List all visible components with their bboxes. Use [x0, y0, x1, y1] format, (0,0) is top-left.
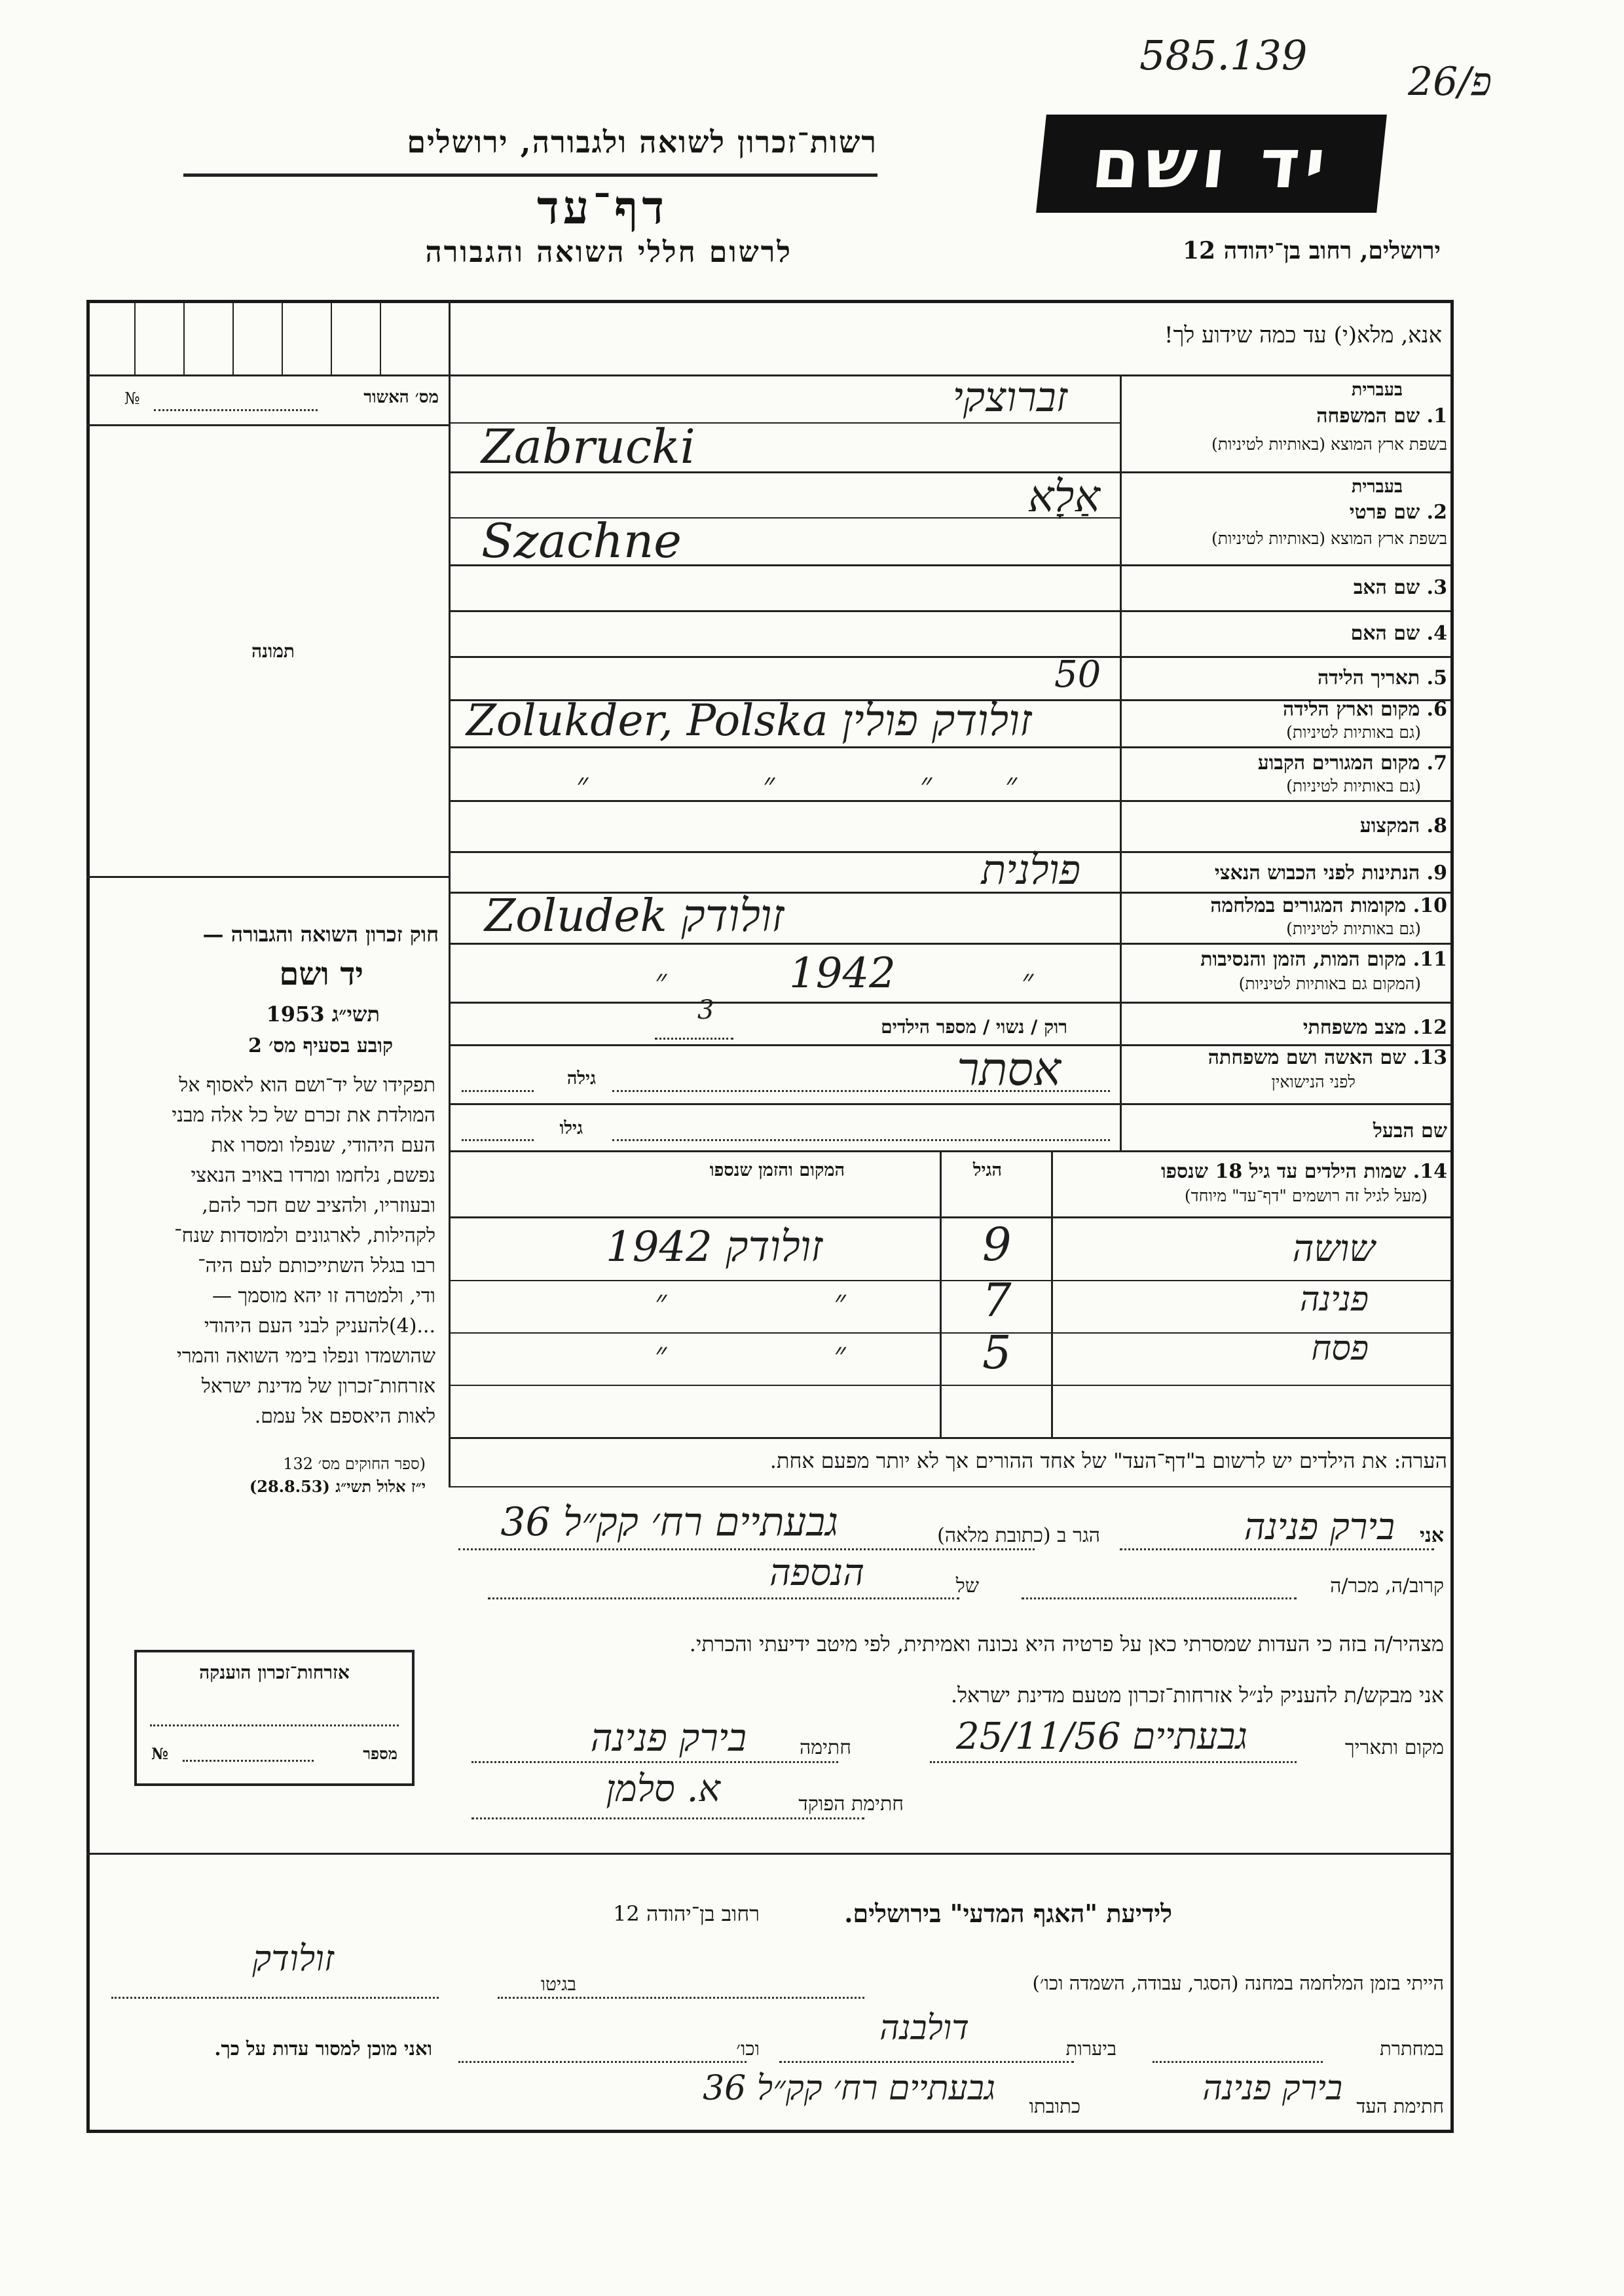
children-header-line — [449, 1216, 1450, 1218]
law-name: יד ושם — [279, 956, 363, 993]
residence-ditto-2: ״ — [763, 766, 775, 803]
label-column-divider — [1120, 374, 1122, 1150]
witness-signature-value: בירק פנינה — [1202, 2069, 1342, 2108]
law-line: המולדת את זכרם של כל אלה מבני — [172, 1104, 435, 1127]
of-label: של — [955, 1575, 979, 1597]
camp-line — [498, 1997, 864, 1999]
official-signature-line — [471, 1817, 864, 1819]
father-name-label: 3. שם האב — [1353, 576, 1447, 599]
law-text — [172, 1070, 435, 1432]
child-name: פנינה — [1299, 1280, 1369, 1319]
law-line: אזרחות־זכרון של מדינת ישראל — [201, 1375, 435, 1398]
law-source-2: י״ז אלול תשי״ג (28.8.53) — [249, 1477, 426, 1496]
residence-ditto-3: ״ — [920, 766, 932, 803]
surname-hebrew-label: בעברית — [1351, 380, 1403, 400]
form-title: דף־עד — [536, 180, 668, 234]
profession-label: 8. המקצוע — [1359, 814, 1447, 837]
first-name-latin-label: בשפת ארץ המוצא (באותיות לטיניות) — [1211, 529, 1447, 548]
forest-value: דולבנה — [879, 2009, 969, 2048]
children-heading-sub: (מעל לגיל זה רושמים "דף־עד" מיוחד) — [1184, 1186, 1428, 1205]
children-col-divider-1 — [1051, 1150, 1053, 1438]
address-line — [458, 1548, 1035, 1550]
husband-age-label: גילו — [559, 1118, 583, 1139]
form-subtitle: לרשום חללי השואה והגבורה — [425, 236, 792, 269]
law-line: רבו בגלל השתייכותם לעם היה־ — [198, 1254, 435, 1277]
stamp-dotted-line — [150, 1724, 399, 1726]
stamp-title: אזרחות־זכרון הוענקה — [199, 1662, 350, 1683]
law-clause: קובע בסעיף מס׳ 2 — [248, 1034, 393, 1057]
cert-number-sign: № — [124, 389, 140, 408]
child-place: ״ ״ — [655, 1336, 925, 1372]
memorial-citizenship-stamp — [134, 1650, 415, 1786]
camp-label: הייתי בזמן המלחמה במחנה (הסגר, עבודה, השמדה וכו׳) — [1032, 1972, 1444, 1994]
authority-underline — [183, 173, 877, 177]
photo-box-line — [86, 876, 450, 878]
first-name-hebrew-value: אַלָא — [1027, 471, 1100, 522]
ghetto-value: זולודק — [252, 1938, 334, 1979]
wartime-residence-sub: (גם באותיות לטיניות) — [1286, 919, 1421, 938]
residence-ditto-4: ״ — [1005, 766, 1018, 803]
children-heading: 14. שמות הילדים עד גיל 18 שנספו — [1160, 1160, 1447, 1183]
child-name: שושה — [1292, 1228, 1375, 1270]
child-age: 7 — [982, 1273, 1012, 1327]
birth-place-label: 6. מקום וארץ הלידה — [1282, 698, 1447, 721]
declaration-statement: מצהיר/ה בזה כי העדות שמסרתי כאן על פרטיה היא נכונה ואמיתית, לפי מיטב ידיעתי והכרתי. — [689, 1631, 1444, 1656]
wife-age-line — [462, 1090, 534, 1092]
yad-vashem-logo — [1036, 115, 1387, 213]
note-line — [449, 1486, 1450, 1487]
death-place-sub: (המקום גם באותיות לטיניות) — [1238, 974, 1421, 993]
child-place: זולודק 1942 — [606, 1223, 823, 1271]
relation-label: קרוב/ה, מכר/ה — [1330, 1575, 1444, 1597]
stamp-number-label: מספר — [363, 1744, 397, 1763]
child-name: פסח — [1311, 1329, 1369, 1368]
address-label: הגר ב (כתובת מלאה) — [937, 1524, 1100, 1547]
mother-name-label: 4. שם האם — [1350, 622, 1447, 645]
ghetto-label: בגיטו — [540, 1973, 576, 1995]
law-line: שהושמדו ונפלו בימי השואה והמרי — [176, 1345, 435, 1368]
address-value: גבעתיים רח׳ קק״ל 36 — [500, 1499, 838, 1545]
witness-signature-label: חתימת העד — [1356, 2095, 1444, 2117]
place-date-value: גבעתיים 25/11/56 — [956, 1715, 1247, 1758]
corner-note: פ/26 — [1408, 59, 1492, 105]
signature-label: חתימה — [800, 1736, 851, 1759]
wife-age-label: גילה — [566, 1068, 596, 1089]
death-year-value: 1942 — [789, 949, 896, 998]
cert-line — [86, 424, 450, 426]
authority-name: רשות־זכרון לשואה ולגבורה, ירושלים — [407, 124, 877, 160]
husband-name-line — [612, 1139, 1110, 1141]
signature-line — [471, 1761, 838, 1763]
forest-label: ביערות — [1065, 2037, 1116, 2060]
marital-status-label: 12. מצב משפחתי — [1302, 1016, 1447, 1039]
children-count-line — [655, 1038, 733, 1040]
residence-label: 7. מקום המגורים הקבוע — [1257, 752, 1447, 774]
scientific-dept-address: רחוב בן־יהודה 12 — [613, 1901, 760, 1926]
birth-date-value: 50 — [1054, 653, 1101, 696]
children-table-bottom — [449, 1437, 1450, 1439]
surname-latin-value: Zabrucki — [481, 419, 695, 474]
surname-hebrew-value: זברוצקי — [952, 373, 1067, 421]
stamp-number-sign: № — [151, 1744, 169, 1763]
wife-name-value: אסתר — [957, 1042, 1061, 1096]
residence-sub: (גם באותיות לטיניות) — [1286, 776, 1421, 795]
first-name-label: 2. שם פרטי — [1349, 501, 1447, 524]
children-count-value: 3 — [697, 995, 714, 1025]
children-place-header: המקום והזמן שנספו — [709, 1160, 845, 1180]
law-line: תפקידו של יד־ושם הוא לאסוף אל — [179, 1074, 435, 1097]
children-row-line — [449, 1332, 1450, 1334]
citizenship-request: אני מבקש/ת להעניק לנ״ל אזרחות־זכרון מטעם מדינת ישראל. — [950, 1683, 1444, 1707]
etc-label: וכו׳ — [736, 2037, 760, 2060]
wife-name-label: 13. שם האשה ושם משפחתה — [1208, 1046, 1447, 1069]
place-date-label: מקום ותאריך — [1344, 1736, 1444, 1759]
children-age-header: הגיל — [972, 1160, 1002, 1180]
law-line: ובעוזריו, ולהציב שם חכר להם, — [202, 1194, 435, 1217]
child-place: ״ ״ — [655, 1283, 925, 1320]
header-address: ירושלים, רחוב בן־יהודה 12 — [1182, 237, 1441, 264]
birth-date-label: 5. תאריך הלידה — [1318, 666, 1447, 689]
left-column-bottom — [449, 1150, 451, 1487]
law-title: חוק זכרון השואה והגבורה — — [202, 922, 439, 947]
official-signature-value: א. סלמן — [606, 1768, 720, 1810]
law-line: לקהילות, לארגונים ולמוסדות שנח־ — [174, 1224, 435, 1247]
top-strip-line — [86, 374, 1450, 376]
children-note: הערה: את הילדים יש לרשום ב"דף־העד" של אחד ההורים אך לא יותר מפעם אחת. — [769, 1448, 1447, 1473]
underground-line — [1153, 2061, 1323, 2063]
strip-divider — [449, 300, 451, 1151]
surname-latin-label: בשפת ארץ המוצא (באותיות לטיניות) — [1211, 435, 1447, 454]
witness-address-label: כתובתו — [1029, 2095, 1080, 2117]
declarant-value: בירק פנינה — [1244, 1506, 1395, 1548]
death-place-label: 11. מקום המות, הזמן והנסיבות — [1200, 948, 1447, 971]
testimony-willingness: ואני מוכן למסור עדות על כך. — [214, 2037, 432, 2060]
etc-line — [458, 2061, 747, 2063]
wartime-residence-value: Zoludek זולודק — [485, 890, 784, 942]
first-name-latin-value: Szachne — [481, 513, 682, 568]
relation-value: הנספה — [769, 1552, 864, 1594]
wife-name-line — [612, 1090, 1110, 1092]
archive-number: 585.139 — [1139, 31, 1308, 79]
children-row-line — [449, 1385, 1450, 1386]
children-col-divider-2 — [940, 1150, 942, 1438]
citizenship-value: פולנית — [981, 846, 1080, 894]
ghetto-line — [111, 1997, 439, 1999]
law-source-1: (ספר החוקים מס׳ 132 — [283, 1455, 426, 1473]
underground-label: במחתרת — [1380, 2037, 1444, 2060]
law-line: נפשם, נלחמו ומרדו באויב הנאצי — [191, 1164, 435, 1187]
logo-text: יד ושם — [1088, 124, 1335, 204]
declarant-label: אני — [1420, 1524, 1444, 1547]
cert-number-label: מס׳ האשור — [363, 388, 439, 407]
place-date-line — [930, 1761, 1297, 1763]
death-place-ditto: ״ — [655, 962, 667, 999]
birth-place-sub: (גם באותיות לטיניות) — [1286, 723, 1421, 742]
wartime-residence-label: 10. מקומות המגורים במלחמה — [1210, 894, 1447, 917]
residence-ditto-1: ״ — [576, 766, 589, 803]
intro-instruction: אנא, מלא(י) עד כמה שידוע לך! — [1164, 322, 1442, 348]
scientific-dept-title: לידיעת "האגף המדעי" בירושלים. — [844, 1899, 1172, 1928]
declarant-line — [1120, 1548, 1434, 1550]
relation-line-2 — [488, 1597, 959, 1599]
cert-number-line — [154, 409, 318, 411]
declaration-bottom-line — [86, 1853, 1450, 1855]
first-name-hebrew-label: בעברית — [1351, 477, 1403, 497]
photo-label: תמונה — [251, 640, 295, 662]
law-line: העם היהודי, שנפלו ומסרו את — [211, 1134, 435, 1157]
signature-value: בירק פנינה — [590, 1715, 747, 1760]
husband-age-line — [462, 1139, 534, 1141]
citizenship-label: 9. הנתינות לפני הכבוש הנאצי — [1214, 862, 1447, 884]
death-date-ditto: ״ — [1022, 962, 1034, 999]
child-age: 9 — [982, 1218, 1012, 1271]
wife-name-sub: לפני הנישואין — [1271, 1072, 1356, 1091]
law-line: לאות היאספם אל עמם. — [254, 1405, 435, 1428]
witness-address-value: גבעתיים רח׳ קק״ל 36 — [703, 2069, 995, 2108]
forest-line — [779, 2061, 1074, 2063]
stamp-number-line — [183, 1760, 314, 1762]
marital-status-options: רוק / נשוי / מספר הילדים — [881, 1016, 1067, 1038]
official-signature-label: חתימת הפוקד — [798, 1793, 904, 1815]
law-line: ודי, ולמטרה זו יהא מוסמך — — [212, 1285, 435, 1307]
husband-name-label: שם הבעל — [1373, 1120, 1447, 1142]
law-year: תשי״ג 1953 — [266, 1002, 380, 1027]
child-age: 5 — [982, 1326, 1012, 1379]
surname-label: 1. שם המשפחה — [1316, 405, 1447, 428]
law-line: ...(4)להעניק לבני העם היהודי — [204, 1315, 435, 1338]
birth-place-value: Zolukder, Polska זולודק פולין — [466, 695, 1032, 746]
relation-line-1 — [1022, 1597, 1297, 1599]
